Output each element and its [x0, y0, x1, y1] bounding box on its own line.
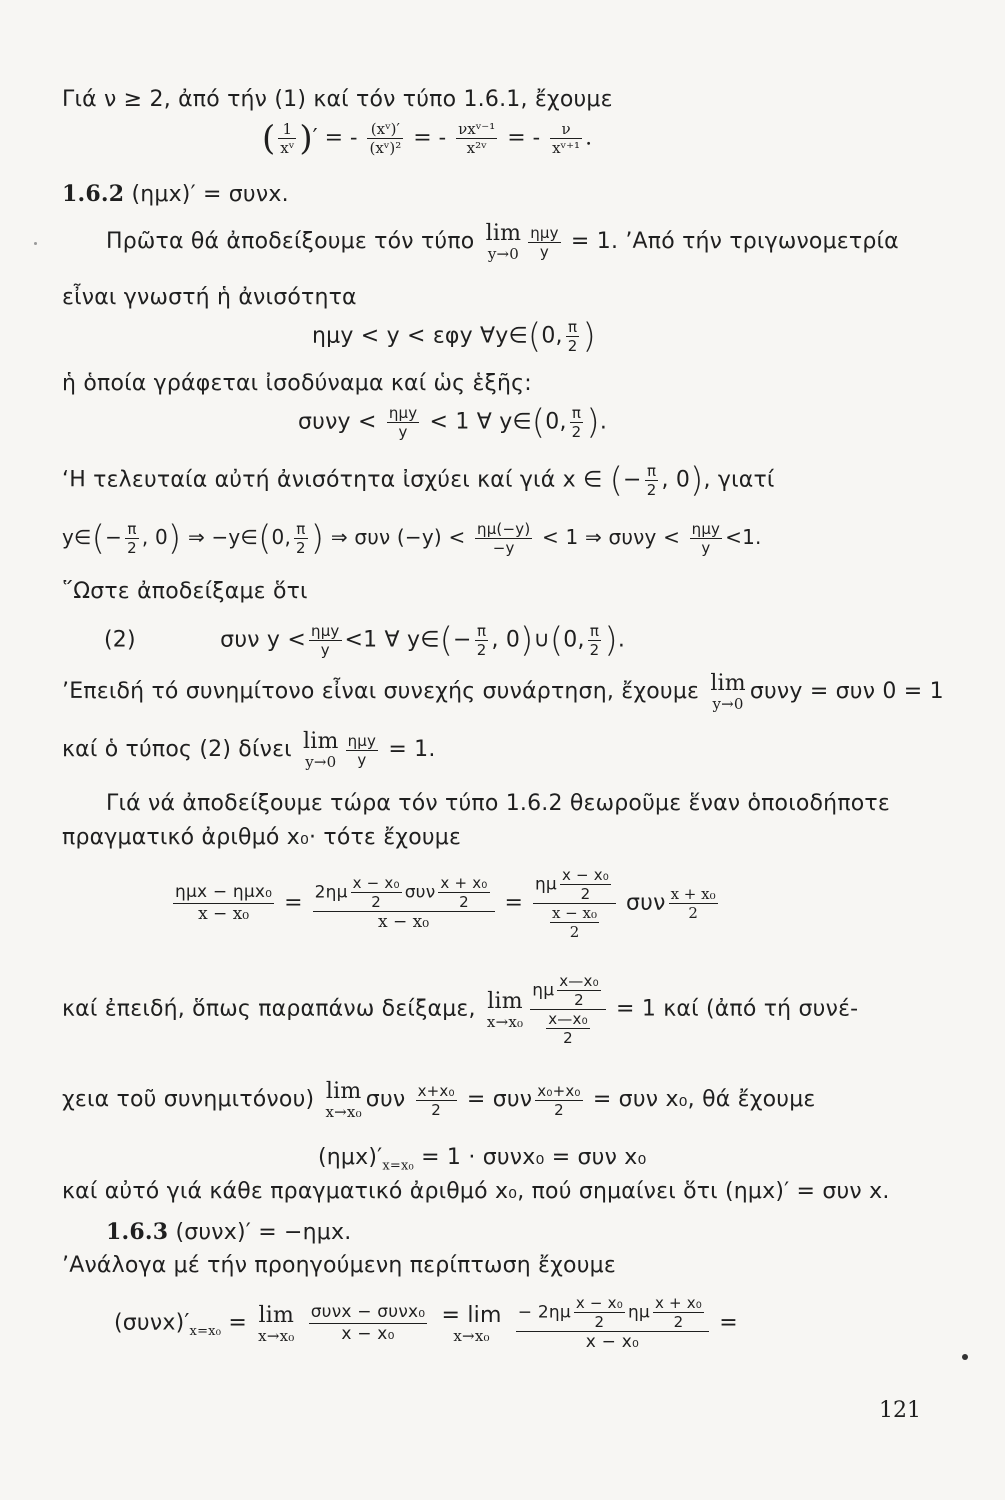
limit: lim x→x₀ — [258, 1302, 295, 1345]
fraction: $\frac{\text{νxᵛ⁻¹}}{\text{x²ᵛ}}$ — [458, 120, 496, 157]
fraction: ημ $\frac{\text{x − x₀}}{2}$ $\frac{\text{x − x₀}}{2}$ — [533, 866, 616, 941]
text-line: ’Ανάλογα μέ τήν προηγούμενη περίπτωση ἔχουμε — [62, 1253, 616, 1278]
limit: lim x→x₀ — [486, 988, 524, 1031]
fraction: $\frac{\pi}{2}$ — [476, 622, 487, 659]
fraction: $\frac{\text{ημy}}{y}$ — [691, 520, 721, 557]
fraction: $\frac{\text{x + x₀}}{2}$ — [654, 1294, 703, 1331]
limit: = lim x→x₀ — [441, 1302, 502, 1345]
fraction: ημ $\frac{\text{x—x₀}}{2}$ $\frac{\text{x—x₀}}{2}$ — [530, 972, 606, 1047]
text-line: εἶναι γνωστή ἡ ἀνισότητα — [62, 285, 357, 310]
text-line: ’Επειδή τό συνημίτονο εἶναι συνεχής συνάρτηση, ἔχουμε lim y→0 συνy = συν 0 = 1 — [62, 671, 944, 713]
text: Γιά ν ≥ 2, ἀπό τήν (1) καί τόν τύπο 1.6.1, ἔχουμε — [62, 87, 613, 112]
formula-inequality: ημy < y < εφy ∀y∈(0, $\frac{\pi}{2}$ ) — [312, 316, 596, 357]
fraction: $\frac{\text{ημy}}{y}$ — [347, 731, 377, 769]
text-line: ῞Ωστε ἀποδείξαμε ὅτι — [62, 579, 308, 604]
fraction: $\frac{\text{x + x₀}}{2}$ — [670, 885, 716, 922]
fraction: 2ημ $\frac{\text{x − x₀}}{2}$ συν $\frac{\text{x + x₀}}{2}$ x − x₀ — [313, 874, 495, 933]
fraction: $\frac{\text{ημy}}{y}$ — [310, 622, 340, 659]
text-line: καί ἐπειδή, ὅπως παραπάνω δείξαμε, lim x→x₀ ημ $\frac{\text{x—x₀}}{2}$ $\frac{\text{x—x₀}}{2}$ = 1 καί (ἀπό τή συνέ- — [62, 972, 859, 1047]
formula-result: $(\eta\mu x)'_{x=x_0} = 1 \cdot \sigma\upsilon\nu x_0 = \sigma\upsilon\nu$ x₀ — [318, 1145, 647, 1174]
limit: lim y→0 — [710, 671, 746, 713]
fraction: $\frac{\text{x − x₀}}{2}$ — [352, 874, 400, 911]
limit: lim x→x₀ — [325, 1079, 362, 1121]
fraction: $\frac{\text{x+x₀}}{2}$ — [417, 1081, 455, 1119]
fraction: $\frac{\text{συνx − συνx₀}}{\text{x − x₀}}$ — [310, 1302, 426, 1344]
fraction: $\frac{\text{(xᵛ)′}}{\text{(xᵛ)²}}$ — [369, 120, 402, 157]
fraction: $\frac{\text{ημy}}{y}$ — [530, 223, 559, 261]
limit: lim y→0 — [485, 221, 522, 263]
fraction: $\frac{\pi}{2}$ — [589, 622, 600, 659]
text-line: καί αὐτό γιά κάθε πραγματικό ἀριθμό x₀, πού σημαίνει ὅτι (ημx)′ = συν x. — [62, 1179, 890, 1204]
formula-2: (2) συν y < $\frac{\text{ημy}}{y}$ <1 ∀ y∈(− $\frac{\pi}{2}$ , 0)∪(0, $\frac{\pi}{2}$ ). — [104, 620, 626, 661]
fraction: $\frac{1}{\text{xᵛ}}$ — [280, 120, 295, 157]
section-heading-1-6-2: 1.6.2 (ημx)′ = συνx. — [62, 181, 289, 207]
formula-chain: y∈(− $\frac{\pi}{2}$ , 0) ⇒ −y∈(0, $\frac{\pi}{2}$ ) ⇒ συν (−y) < $\frac{\eta\mu(-y)}{-y}$ < 1 ⇒ συνy < $\frac{\text{ημy}}{y}$ <1. — [62, 518, 762, 559]
text-line: χεια τοῦ συνημιτόνου) lim x→x₀ συν $\frac{\text{x+x₀}}{2}$ = συν $\frac{\text{x₀+x₀}}{2}$ = συν x₀, θά ἔχουμε — [62, 1079, 816, 1121]
text-line: Πρῶτα θά ἀποδείξουμε τόν τύπο lim y→0 $\frac{\text{ημy}}{y}$ = 1. ’Από τήν τριγωνομετρία — [106, 221, 899, 263]
text-line: ἡ ὁποία γράφεται ἰσοδύναμα καί ὡς ἑξῆς: — [62, 371, 532, 396]
fraction: $\frac{\nu}{\text{xᵛ⁺¹}}$ — [552, 120, 581, 157]
text-line: ‘Η τελευταία αὐτή ἀνισότητα ἰσχύει καί γιά x ∈ (− $\frac{\pi}{2}$ , 0), γιατί — [62, 460, 775, 501]
fraction: $\frac{\text{x + x₀}}{2}$ — [440, 874, 488, 911]
fraction: $\frac{\text{x—x₀}}{2}$ — [559, 972, 599, 1009]
text-line: Γιά νά ἀποδείξουμε τώρα τόν τύπο 1.6.2 θεωροῦμε ἕναν ὁποιοδήποτε — [106, 791, 890, 816]
fraction: $\frac{\text{ημx − ημx₀}}{\text{x − x₀}}$ — [175, 882, 273, 924]
section-heading-1-6-3: 1.6.3 (συνx)′ = −ημx. — [106, 1219, 352, 1245]
formula-inequality: συνy < $\frac{\text{ημy}}{y}$ < 1 ∀ y∈(0, $\frac{\pi}{2}$ ). — [298, 402, 608, 443]
fraction: $\frac{\text{x − x₀}}{2}$ — [575, 1294, 623, 1331]
fraction: $\frac{\text{x − x₀}}{2}$ — [551, 904, 597, 941]
fraction: $\frac{\pi}{2}$ — [296, 520, 306, 557]
formula-difference-quotient: $\frac{\text{ημx − ημx₀}}{\text{x − x₀}}$ = 2ημ $\frac{\text{x − x₀}}{2}$ συν $\frac{\text{x + x₀}}{2}$ x − x₀ = ημ $\frac{\text{x − x₀}}{2}$ $\frac{\text{x − x₀}}{2}$ συν $\frac{\text{x + x₀}}{2}$ — [175, 866, 716, 941]
fraction: $\frac{\pi}{2}$ — [567, 318, 578, 355]
margin-speck — [34, 242, 37, 245]
limit: lim y→0 — [303, 729, 339, 771]
fraction: $\frac{\text{x − x₀}}{2}$ — [561, 866, 610, 903]
fraction: $\frac{\text{ημy}}{y}$ — [388, 404, 418, 441]
fraction: $\frac{\text{x—x₀}}{2}$ — [548, 1010, 588, 1047]
fraction: $\frac{\text{x₀+x₀}}{2}$ — [537, 1081, 581, 1119]
page-number: 121 — [879, 1398, 921, 1423]
fraction: − 2ημ $\frac{\text{x − x₀}}{2}$ ημ $\frac{\text{x + x₀}}{2}$ x − x₀ — [516, 1294, 709, 1353]
text-line: πραγματικό ἀριθμό x₀· τότε ἔχουμε — [62, 825, 462, 850]
text-line: καί ὁ τύπος (2) δίνει lim y→0 $\frac{\text{ημy}}{y}$ = 1. — [62, 729, 436, 771]
fraction: $\frac{\pi}{2}$ — [646, 462, 657, 499]
fraction: $\frac{\eta\mu(-y)}{-y}$ — [476, 520, 531, 557]
formula-derivative-reciprocal: ( $\frac{1}{\text{xᵛ}}$ )′ = - $\frac{\text{(xᵛ)′}}{\text{(xᵛ)²}}$ = - $\frac{\text{νxᵛ⁻¹}}{\text{x²ᵛ}}$ = - $\frac{\nu}{\text{xᵛ⁺¹}}$ . — [262, 118, 593, 159]
text-line — [62, 86, 613, 114]
margin-mark — [962, 1354, 968, 1360]
fraction: $\frac{\pi}{2}$ — [571, 404, 582, 441]
formula-cos-derivative: $(\sigma\upsilon\nu x)'_{x=x_0}$ = lim x→x₀ $\frac{\text{συνx − συνx₀}}{\text{x − x₀}}$ = lim x→x₀ − 2ημ $\frac{\text{x − x₀}}{2}$ ημ $\frac{\text{x + x₀}}{2}$ x − x₀ = — [114, 1294, 738, 1352]
fraction: $\frac{\pi}{2}$ — [127, 520, 137, 557]
